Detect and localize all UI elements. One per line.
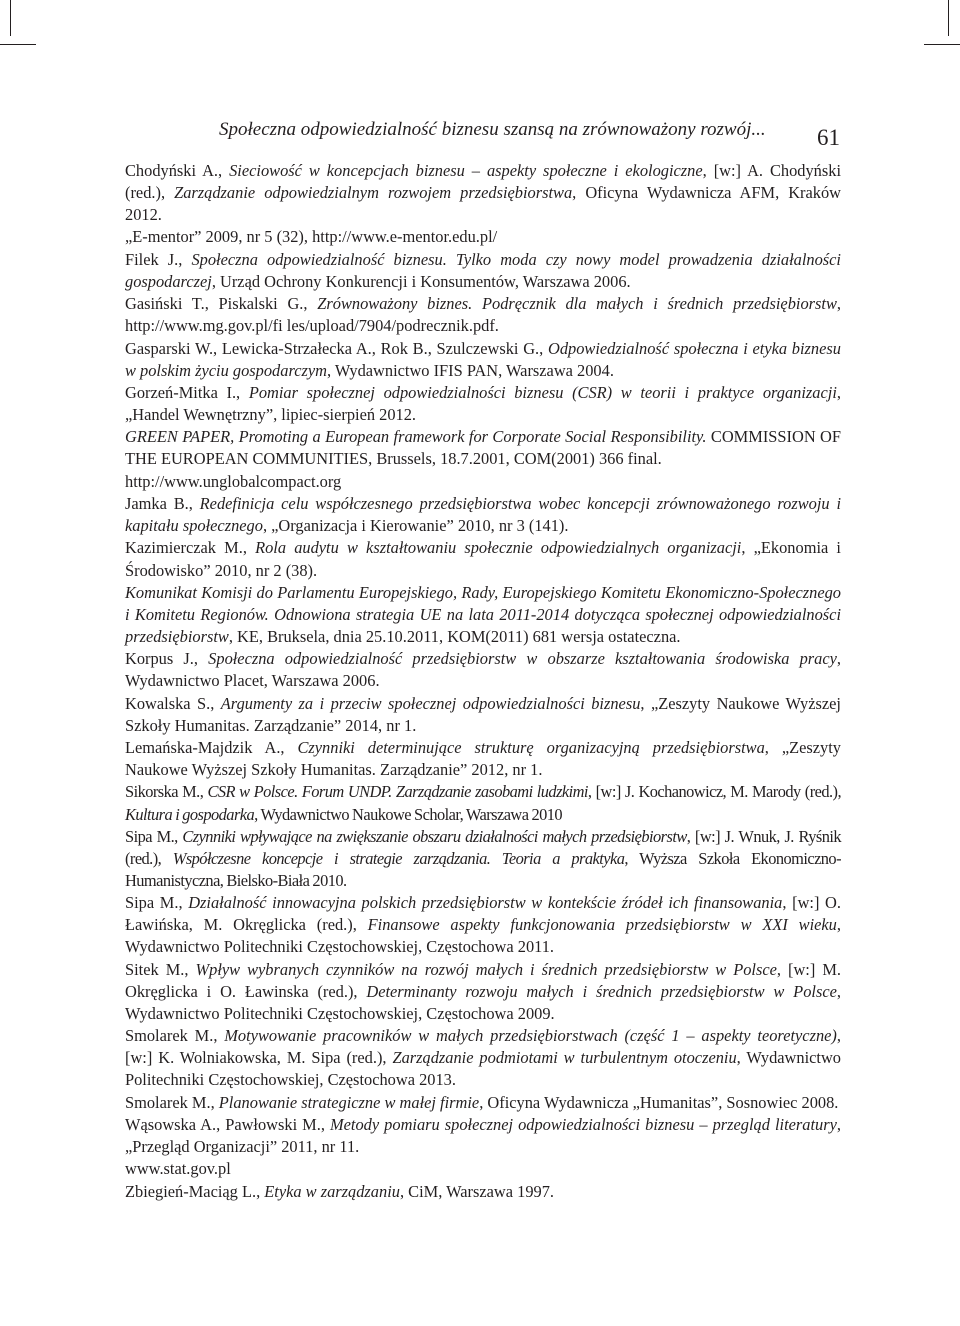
bibliography-entry: [125, 1025, 841, 1091]
entry-title-text: CSR w Polsce. Forum UNDP. Zarządzanie zasobami ludzkimi: [207, 782, 588, 802]
entry-title-text: Odnowiona strategia UE na lata 2011-2014 dotycząca społecznej odpowiedzialności przedsiębiorstw: [125, 604, 841, 646]
entry-text: , http://www.mg.gov.pl/fi les/upload/7904/podrecznik.pdf.: [125, 294, 841, 336]
entry-text: Smolarek M.,: [125, 1092, 219, 1112]
entry-title-text: Wpływ wybranych czynników na rozwój małych i średnich przedsiębiorstw w Polsce: [195, 959, 777, 979]
entry-text: Jamka B.,: [125, 494, 200, 514]
entry-title-text: Redefinicja celu współczesnego przedsiębiorstwa wobec koncepcji zrównoważonego rozwoju i kapitału społecznego: [125, 494, 841, 536]
entry-text: Kazimierczak M.,: [125, 538, 256, 558]
entry-text: , CiM, Warszawa 1997.: [399, 1181, 555, 1201]
bibliography-entry: [125, 338, 841, 382]
entry-text: Sipa M.,: [125, 893, 189, 913]
entry-title-text: Motywowanie pracowników w małych przedsiębiorstwach (część 1 – aspekty teoretyczne): [224, 1026, 837, 1046]
entry-text: , Wydawnictwo Placet, Warszawa 2006.: [125, 649, 842, 691]
entry-title-text: Odpowiedzialność społeczna i etyka biznesu w polskim życiu gospodarczym: [125, 338, 841, 380]
entry-title-text: Determinanty rozwoju małych i średnich przedsiębiorstw w Polsce: [366, 981, 837, 1001]
entry-text: COMMISSION OF THE EUROPEAN COMMUNITIES, Brussels, 18.7.2001, COM(2001) 366 final.: [125, 427, 841, 469]
entry-text: Sitek M.,: [125, 959, 196, 979]
bibliography-entry: [125, 1158, 841, 1180]
entry-title-text: Finansowe aspekty funkcjonowania przedsiębiorstw w XXI wieku: [367, 915, 837, 935]
entry-text: , Urząd Ochrony Konkurencji i Konsumentów, Warszawa 2006.: [211, 271, 631, 291]
entry-text: , „Handel Wewnętrzny”, lipiec-sierpień 2012.: [125, 382, 841, 424]
page-number: 61: [817, 125, 840, 150]
entry-text: Smolarek M.,: [125, 1026, 225, 1046]
bibliography-entry: [125, 471, 841, 493]
entry-title-text: Zarządzanie odpowiedzialnym rozwojem przedsiębiorstwa: [174, 183, 573, 203]
bibliography-entry: [125, 781, 841, 825]
entry-text: , Wydawnictwo Politechniki Częstochowskiej, Częstochowa 2013.: [125, 1048, 841, 1090]
crop-mark-top-right: [948, 0, 949, 36]
entry-text: Zbiegień-Maciąg L.,: [125, 1181, 265, 1201]
entry-text: Sipa M.,: [125, 826, 183, 846]
entry-text: , Wydawnictwo Politechniki Częstochowskiej, Częstochowa 2011.: [125, 915, 841, 957]
bibliography-entry: [125, 693, 841, 737]
entry-title-text: Społeczna odpowiedzialność biznesu. Tylko moda czy nowy model prowadzenia działalności gospodarczej: [125, 249, 841, 291]
entry-text: , Wyższa Szkoła Ekonomiczno-Humanistyczna, Bielsko-Biała 2010.: [125, 848, 841, 890]
entry-text: Kowalska S.,: [125, 693, 221, 713]
entry-text: Wąsowska A., Pawłowski M.,: [125, 1114, 330, 1134]
entry-text: , Oficyna Wydawnicza „Humanitas”, Sosnowiec 2008.: [479, 1092, 839, 1112]
entry-text: , Oficyna Wydawnicza AFM, Kraków 2012.: [125, 183, 842, 225]
entry-text: http://www.unglobalcompact.org: [125, 471, 342, 491]
entry-title-text: Planowanie strategiczne w małej firmie: [218, 1092, 480, 1112]
entry-text: , „Ekonomia i Środowisko” 2010, nr 2 (38).: [125, 538, 841, 580]
bibliography-entry: [125, 537, 841, 581]
entry-title-text: Kultura i gospodarka: [125, 804, 255, 824]
bibliography-entry: [125, 582, 841, 648]
entry-title-text: Argumenty za i przeciw społecznej odpowiedzialności biznesu: [220, 693, 641, 713]
entry-text: Filek J.,: [125, 249, 192, 269]
entry-title-text: Czynniki wpływające na zwiększanie obszaru działalności małych przedsiębiorstw: [182, 826, 687, 846]
entry-text: Korpus J.,: [125, 649, 209, 669]
entry-text: Gasiński T., Piskalski G.,: [125, 294, 318, 314]
entry-text: , [w:] J. Kochanowicz, M. Marody (red.),: [587, 782, 841, 802]
crop-mark-top-left: [10, 0, 11, 36]
entry-text: , [w:] M. Okręglicka i O. Ławinska (red.),: [125, 959, 841, 1001]
entry-title-text: Czynniki determinujące strukturę organizacyjną przedsiębiorstwa: [297, 738, 765, 758]
bibliography-entry: [125, 382, 841, 426]
entry-text: , „Zeszyty Naukowe Wyższej Szkoły Humanitas. Zarządzanie” 2012, nr 1.: [125, 738, 841, 780]
page-header: [125, 118, 840, 154]
entry-text: , Wydawnictwo IFIS PAN, Warszawa 2004.: [326, 360, 614, 380]
crop-mark-top-left-horizontal: [0, 44, 36, 45]
bibliography-entry: [125, 1114, 841, 1158]
entry-text: Chodyński A.,: [125, 161, 230, 180]
entry-text: , „Przegląd Organizacji” 2011, nr 11.: [125, 1114, 842, 1156]
bibliography-entry: [125, 737, 841, 781]
entry-title-text: Pomiar społecznej odpowiedzialności biznesu (CSR) w teorii i praktyce organizacji: [248, 382, 837, 402]
entry-title-text: Komunikat Komisji do Parlamentu Europejskiego, Rady, Europejskiego Komitetu Ekonomiczno-Społecznego i Komitetu Regionów.: [125, 582, 841, 624]
bibliography-entry: [125, 959, 841, 1025]
bibliography-entry: [125, 249, 841, 293]
entry-title-text: Zrównoważony biznes. Podręcznik dla małych i średnich przedsiębiorstw: [317, 294, 837, 314]
entry-text: , „Zeszyty Naukowe Wyższej Szkoły Humanitas. Zarządzanie” 2014, nr 1.: [125, 693, 841, 735]
entry-title-text: GREEN PAPER, Promoting a European framework for Corporate Social Responsibility.: [125, 427, 707, 447]
entry-text: , KE, Bruksela, dnia 25.10.2011, KOM(2011) 681 wersja ostateczna.: [228, 626, 681, 646]
entry-title-text: Etyka w zarządzaniu: [264, 1181, 400, 1201]
bibliography-list: [125, 160, 841, 1203]
bibliography-entry: [125, 826, 841, 892]
entry-text: Gorzeń-Mitka I.,: [125, 382, 249, 402]
bibliography-entry: [125, 226, 841, 248]
entry-title-text: Rola audytu w kształtowaniu społecznie odpowiedzialnych organizacji: [255, 538, 742, 558]
entry-text: , Wydawnictwo Politechniki Częstochowskiej, Częstochowa 2009.: [125, 981, 841, 1023]
bibliography-entry: [125, 648, 841, 692]
bibliography-entry: [125, 426, 841, 470]
entry-text: Sikorska M.,: [125, 782, 208, 802]
entry-title-text: Społeczna odpowiedzialność przedsiębiorstw w obszarze kształtowania środowiska pracy: [208, 649, 837, 669]
entry-title-text: Zarządzanie podmiotami w turbulentnym otoczeniu: [392, 1048, 737, 1068]
bibliography-entry: [125, 1092, 841, 1114]
entry-text: , [w:] A. Chodyński (red.),: [125, 161, 842, 203]
entry-text: , „Organizacja i Kierowanie” 2010, nr 3 (141).: [262, 516, 569, 536]
entry-text: Lemańska-Majdzik A.,: [125, 738, 298, 758]
entry-text: , [w:] K. Wolniakowska, M. Sipa (red.),: [125, 1026, 841, 1068]
entry-title-text: Metody pomiaru społecznej odpowiedzialności biznesu – przegląd literatury: [330, 1114, 837, 1134]
entry-text: Gasparski W., Lewicka-Strzałecka A., Rok B., Szulczewski G.,: [125, 338, 548, 358]
bibliography-entry: [125, 160, 841, 226]
bibliography-entry: [125, 293, 841, 337]
entry-title-text: Współczesne koncepcje i strategie zarządzania. Teoria a praktyka: [172, 848, 625, 868]
running-title: Społeczna odpowiedzialność biznesu szansą na zrównoważony rozwój...: [219, 119, 766, 140]
entry-text: www.stat.gov.pl: [125, 1159, 231, 1179]
bibliography-entry: [125, 493, 841, 537]
entry-text: , [w:] O. Ławińska, M. Okręglicka (red.),: [125, 893, 841, 935]
entry-title-text: Sieciowość w koncepcjach biznesu – aspekty społeczne i ekologiczne: [229, 161, 703, 180]
entry-title-text: Działalność innowacyjna polskich przedsiębiorstw w kontekście źródeł ich finansowania: [188, 893, 783, 913]
bibliography-entry: [125, 892, 841, 958]
entry-text: „E-mentor” 2009, nr 5 (32), http://www.e-mentor.edu.pl/: [125, 227, 498, 247]
crop-mark-top-right-horizontal: [924, 44, 960, 45]
entry-text: , [w:] J. Wnuk, J. Ryśnik (red.),: [125, 826, 841, 868]
bibliography-entry: [125, 1181, 841, 1203]
entry-text: , Wydawnictwo Naukowe Scholar, Warszawa 2010: [254, 804, 563, 824]
